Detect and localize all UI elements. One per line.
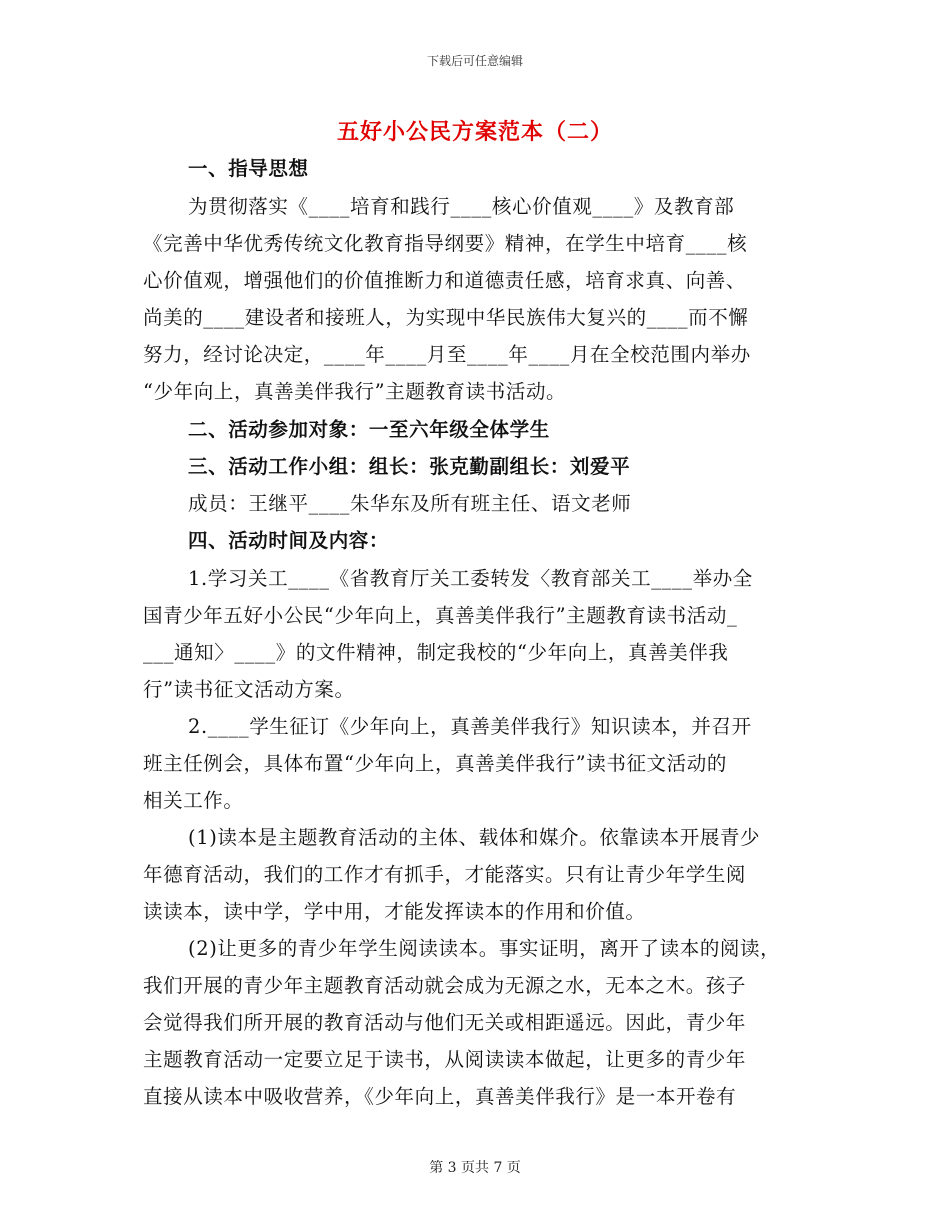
body-line: 2.____学生征订《少年向上，真善美伴我行》知识读本，并召开 — [188, 715, 752, 738]
section-heading-2: 二、活动参加对象：一至六年级全体学生 — [188, 418, 550, 441]
body-line: 成员：王继平____朱华东及所有班主任、语文老师 — [188, 492, 632, 515]
section-heading-4: 四、活动时间及内容： — [188, 529, 390, 552]
body-line: (1)读本是主题教育活动的主体、载体和媒介。依靠读本开展青少 — [188, 826, 761, 849]
body-line: 班主任例会，具体布置“少年向上，真善美伴我行”读书征文活动的 — [143, 752, 727, 775]
body-line: 尚美的____建设者和接班人，为实现中华民族伟大复兴的____而不懈 — [143, 306, 749, 329]
section-heading-1: 一、指导思想 — [188, 157, 309, 180]
body-line: 年德育活动，我们的工作才有抓手，才能落实。只有让青少年学生阅 — [143, 863, 747, 886]
body-line: 《完善中华优秀传统文化教育指导纲要》精神，在学生中培育____核 — [143, 232, 748, 255]
body-line: 相关工作。 — [143, 789, 244, 812]
body-line: 我们开展的青少年主题教育活动就会成为无源之水，无本之木。孩子 — [143, 974, 747, 997]
body-line: 行”读书征文活动方案。 — [143, 678, 355, 701]
document-title: 五好小公民方案范本（二） — [336, 119, 613, 145]
body-line: 读读本，读中学，学中用，才能发挥读本的作用和价值。 — [143, 900, 646, 923]
body-line: 努力，经讨论决定，____年____月至____年____月在全校范围内举办 — [143, 343, 751, 366]
body-line: 1.学习关工____《省教育厅关工委转发〈教育部关工____举办全 — [188, 567, 753, 590]
page-number: 第 3 页共 7 页 — [429, 1160, 521, 1176]
body-line: 直接从读本中吸收营养，《少年向上，真善美伴我行》是一本开卷有 — [143, 1085, 737, 1108]
body-line: 心价值观，增强他们的价值推断力和道德责任感，培育求真、向善、 — [143, 269, 747, 292]
body-line: 国青少年五好小公民“少年向上，真善美伴我行”主题教育读书活动_ — [143, 604, 738, 627]
section-heading-3: 三、活动工作小组：组长：张克勤副组长：刘爱平 — [188, 455, 631, 478]
body-line: ___通知〉____》的文件精神，制定我校的“少年向上，真善美伴我 — [143, 641, 729, 664]
body-line: 会觉得我们所开展的教育活动与他们无关或相距遥远。因此，青少年 — [143, 1011, 747, 1034]
body-line: “少年向上，真善美伴我行”主题教育读书活动。 — [143, 380, 567, 403]
body-line: 为贯彻落实《____培育和践行____核心价值观____》及教育部 — [188, 195, 735, 218]
body-line: 主题教育活动一定要立足于读书，从阅读读本做起，让更多的青少年 — [143, 1048, 747, 1071]
body-line: (2)让更多的青少年学生阅读读本。事实证明，离开了读本的阅读， — [188, 937, 781, 960]
header-note: 下载后可任意编辑 — [426, 54, 523, 68]
